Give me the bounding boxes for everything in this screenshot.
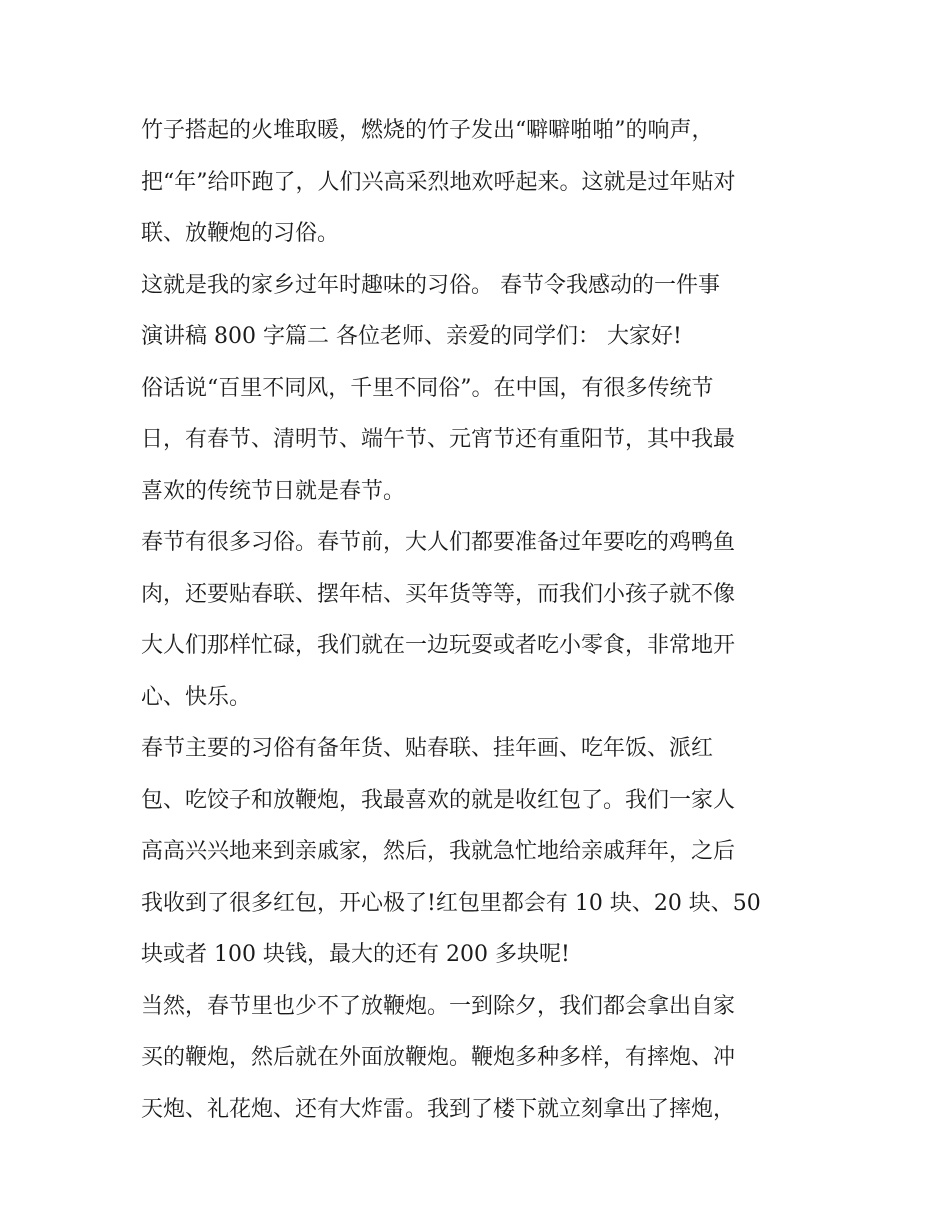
text-line: 春节主要的习俗有备年货、贴春联、挂年画、吃年饭、派红 xyxy=(141,736,714,761)
text-line: 天炮、礼花炮、还有大炸雷。我到了楼下就立刻拿出了摔炮， xyxy=(141,1096,736,1122)
text-line: 心、快乐。 xyxy=(141,684,252,710)
text-line: 大人们那样忙碌，我们就在一边玩耍或者吃小零食，非常地开 xyxy=(141,633,736,658)
document-body xyxy=(141,105,821,1135)
text-line: 包、吃饺子和放鞭炮，我最喜欢的就是收红包了。我们一家人 xyxy=(141,787,736,813)
text-line: 演讲稿 800 字篇二 各位老师、亲爱的同学们： 大家好! xyxy=(141,324,682,349)
text-line: 俗话说“百里不同风，千里不同俗”。在中国，有很多传统节 xyxy=(141,375,714,401)
text-line: 喜欢的传统节日就是春节。 xyxy=(141,478,406,504)
text-line: 把“年”给吓跑了，人们兴高采烈地欢呼起来。这就是过年贴对 xyxy=(141,169,736,195)
text-line: 当然，春节里也少不了放鞭炮。一到除夕，我们都会拿出自家 xyxy=(141,993,736,1019)
text-line: 高高兴兴地来到亲戚家，然后，我就急忙地给亲戚拜年，之后 xyxy=(141,839,736,864)
text-line: 买的鞭炮，然后就在外面放鞭炮。鞭炮多种多样，有摔炮、冲 xyxy=(141,1045,736,1070)
text-line: 联、放鞭炮的习俗。 xyxy=(141,221,340,246)
text-line: 这就是我的家乡过年时趣味的习俗。 春节令我感动的一件事 xyxy=(141,272,720,298)
text-line: 春节有很多习俗。春节前，大人们都要准备过年要吃的鸡鸭鱼 xyxy=(141,530,736,555)
text-line: 块或者 100 块钱，最大的还有 200 多块呢! xyxy=(141,942,570,967)
text-line: 日，有春节、清明节、端午节、元宵节还有重阳节，其中我最 xyxy=(141,427,736,452)
text-line: 肉，还要贴春联、摆年桔、买年货等等，而我们小孩子就不像 xyxy=(141,581,736,607)
text-line: 我收到了很多红包，开心极了!红包里都会有 10 块、20 块、50 xyxy=(141,890,761,916)
text-line: 竹子搭起的火堆取暖，燃烧的竹子发出“噼噼啪啪”的响声， xyxy=(141,118,714,143)
